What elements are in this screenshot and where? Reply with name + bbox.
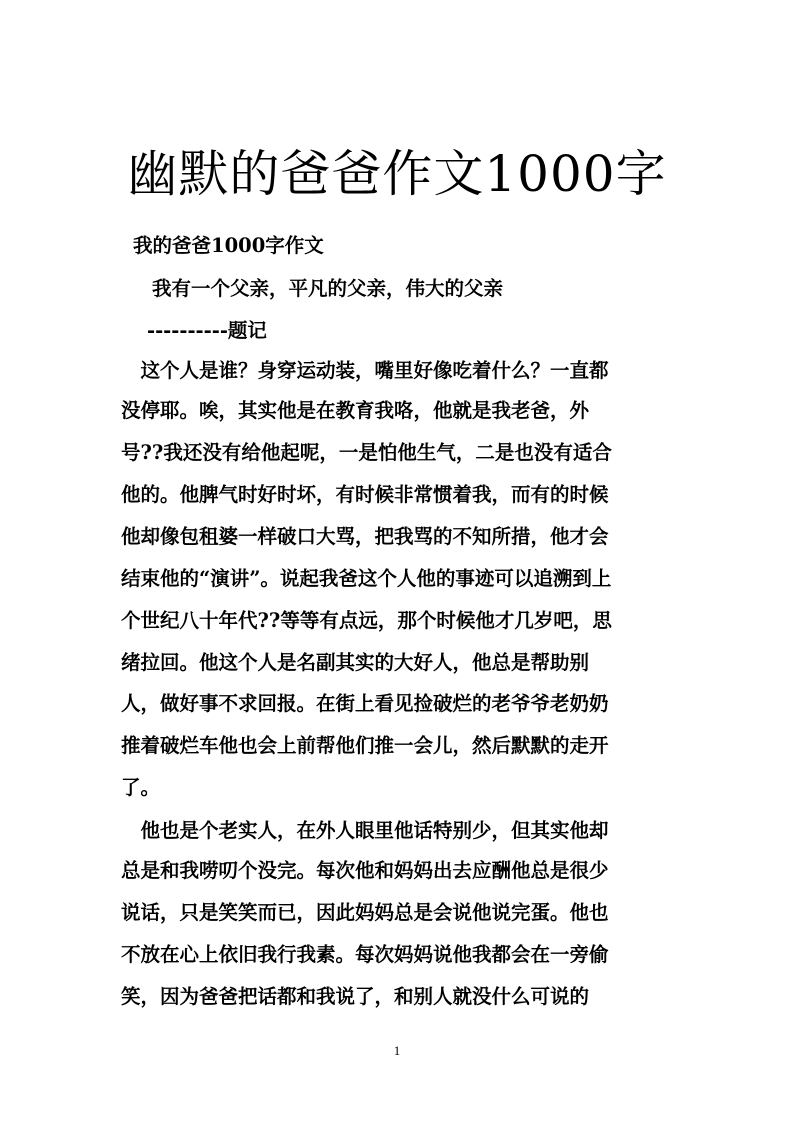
paragraph-2-line-1: 他也是个老实人，在外人眼里他话特别少，但其实他却	[121, 819, 609, 842]
motto-signature: ----------题记	[147, 319, 267, 342]
paragraph-1-line-8: 绪拉回。他这个人是名副其实的大好人，他总是帮助别	[121, 651, 590, 674]
paragraph-2-line-2: 总是和我唠叨个没完。每次他和妈妈出去应酬他总是很少	[121, 859, 609, 882]
document-title: 幽默的爸爸作文1000字	[127, 145, 667, 203]
paragraph-1-line-10: 推着破烂车他也会上前帮他们推一会儿，然后默默的走开	[121, 734, 609, 757]
paragraph-1-line-7: 个世纪八十年代??等等有点远，那个时候他才几岁吧，思	[121, 609, 612, 632]
paragraph-1-line-6: 结束他的“演讲”。说起我爸这个人他的事迹可以追溯到上	[121, 567, 612, 590]
paragraph-2-line-5: 笑，因为爸爸把话都和我说了，和别人就没什么可说的	[121, 985, 590, 1008]
page-number: 1	[393, 1043, 401, 1058]
paragraph-1-line-1: 这个人是谁？身穿运动装，嘴里好像吃着什么？一直都	[121, 359, 609, 382]
paragraph-1-line-3: 号??我还没有给他起呢，一是怕他生气，二是也没有适合	[121, 441, 612, 464]
paragraph-1-line-4: 他的。他脾气时好时坏，有时候非常惯着我，而有的时候	[121, 483, 609, 506]
paragraph-1-line-5: 他却像包租婆一样破口大骂，把我骂的不知所措，他才会	[121, 525, 609, 548]
motto-line: 我有一个父亲，平凡的父亲，伟大的父亲	[152, 277, 504, 300]
paragraph-1-line-9: 人，做好事不求回报。在街上看见捡破烂的老爷爷老奶奶	[121, 692, 609, 715]
essay-subtitle: 我的爸爸1000字作文	[133, 234, 324, 257]
paragraph-1-line-2: 没停耶。唉，其实他是在教育我咯，他就是我老爸，外	[121, 399, 590, 422]
paragraph-1-line-11: 了。	[121, 776, 161, 799]
paragraph-2-line-4: 不放在心上依旧我行我素。每次妈妈说他我都会在一旁偷	[121, 943, 609, 966]
paragraph-2-line-3: 说话，只是笑笑而已，因此妈妈总是会说他说完蛋。他也	[121, 901, 609, 924]
